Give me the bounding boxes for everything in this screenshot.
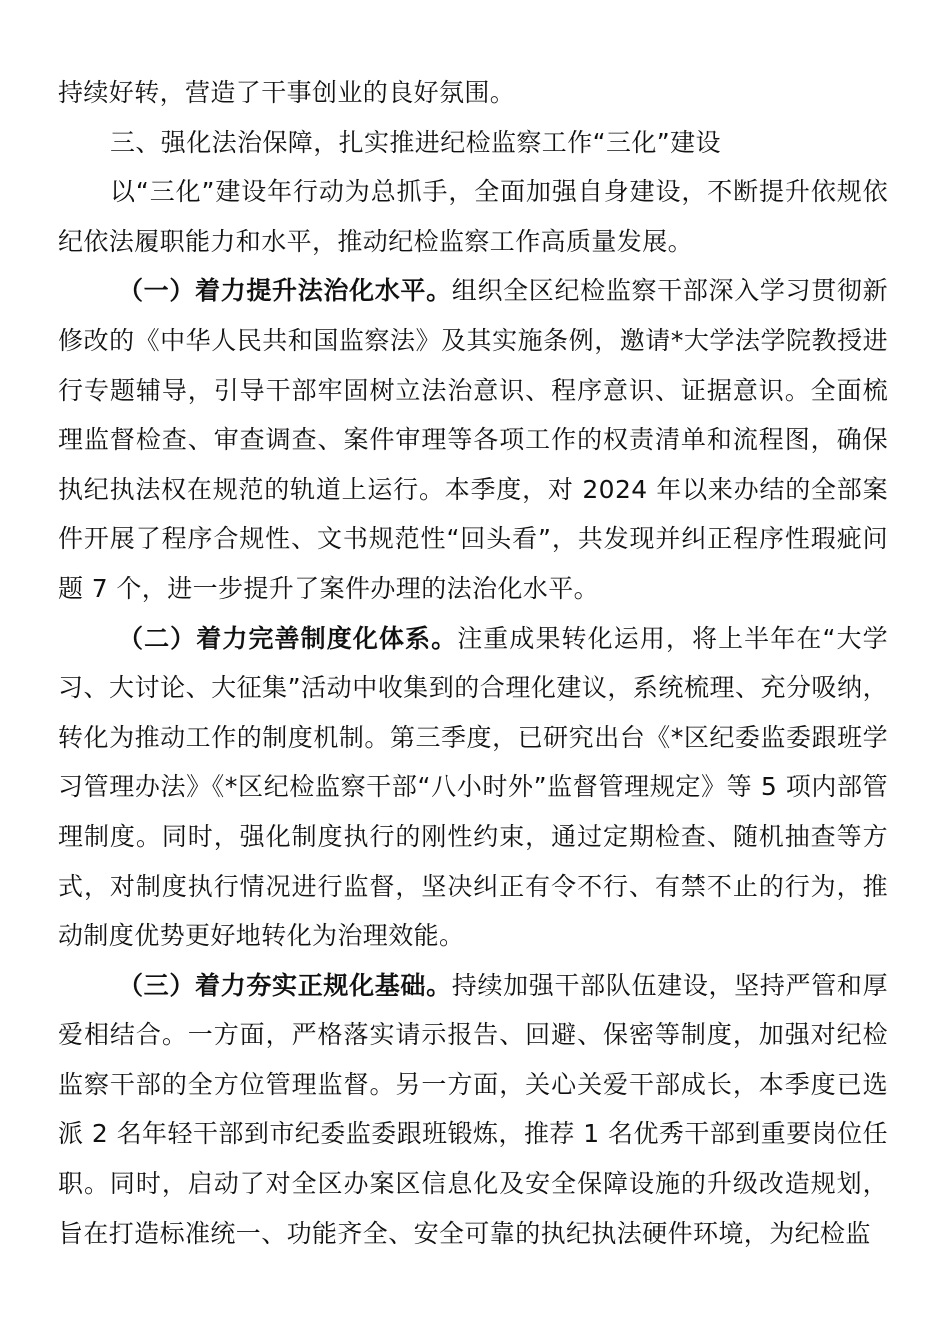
section-heading: 三、强化法治保障，扎实推进纪检监察工作“三化”建设 xyxy=(110,127,721,157)
item-heading-1: （一）着力提升法治化水平。 xyxy=(118,276,452,306)
item-paragraph-1 xyxy=(58,266,888,613)
item-heading-3: （三）着力夯实正规化基础。 xyxy=(118,970,452,1000)
document-page xyxy=(58,68,888,1258)
item-heading-2: （二）着力完善制度化体系。 xyxy=(118,623,458,653)
item-body-1: 组织全区纪检监察干部深入学习贯彻新修改的《中华人民共和国监察法》及其实施条例，邀请*大学法学院教授进行专题辅导，引导干部牢固树立法治意识、程序意识、证据意识。全面梳理监督检查、审查调查、案件审理等各项工作的权责清单和流程图，确保执纪执法权在规范的轨道上运行。本季度，对 2024 年以来办结的全部案件开展了程序合规性、文书规范性“回头看”，共发现并纠正程序性瑕疵问题 7 个，进一步提升了案件办理的法治化水平。 xyxy=(58,276,888,603)
item-paragraph-3 xyxy=(58,961,888,1259)
intro-paragraph: 以“三化”建设年行动为总抓手，全面加强自身建设，不断提升依规依纪依法履职能力和水平，推动纪检监察工作高质量发展。 xyxy=(58,177,888,256)
item-paragraph-2 xyxy=(58,614,888,961)
item-body-2: 注重成果转化运用，将上半年在“大学习、大讨论、大征集”活动中收集到的合理化建议，系统梳理、充分吸纳，转化为推动工作的制度机制。第三季度，已研究出台《*区纪委监委跟班学习管理办法》《*区纪检监察干部“八小时外”监督管理规定》等 5 项内部管理制度。同时，强化制度执行的刚性约束，通过定期检查、随机抽查等方式，对制度执行情况进行监督，坚决纠正有令不行、有禁不止的行为，推动制度优势更好地转化为治理效能。 xyxy=(58,623,888,951)
item-body-3: 持续加强干部队伍建设，坚持严管和厚爱相结合。一方面，严格落实请示报告、回避、保密等制度，加强对纪检监察干部的全方位管理监督。另一方面，关心关爱干部成长，本季度已选派 2 名年轻干部到市纪委监委跟班锻炼，推荐 1 名优秀干部到重要岗位任职。同时，启动了对全区办案区信息化及安全保障设施的升级改造规划，旨在打造标准统一、功能齐全、安全可靠的执纪执法硬件环境，为纪检监 xyxy=(58,970,888,1248)
continuation-paragraph: 持续好转，营造了干事创业的良好氛围。 xyxy=(58,78,516,107)
